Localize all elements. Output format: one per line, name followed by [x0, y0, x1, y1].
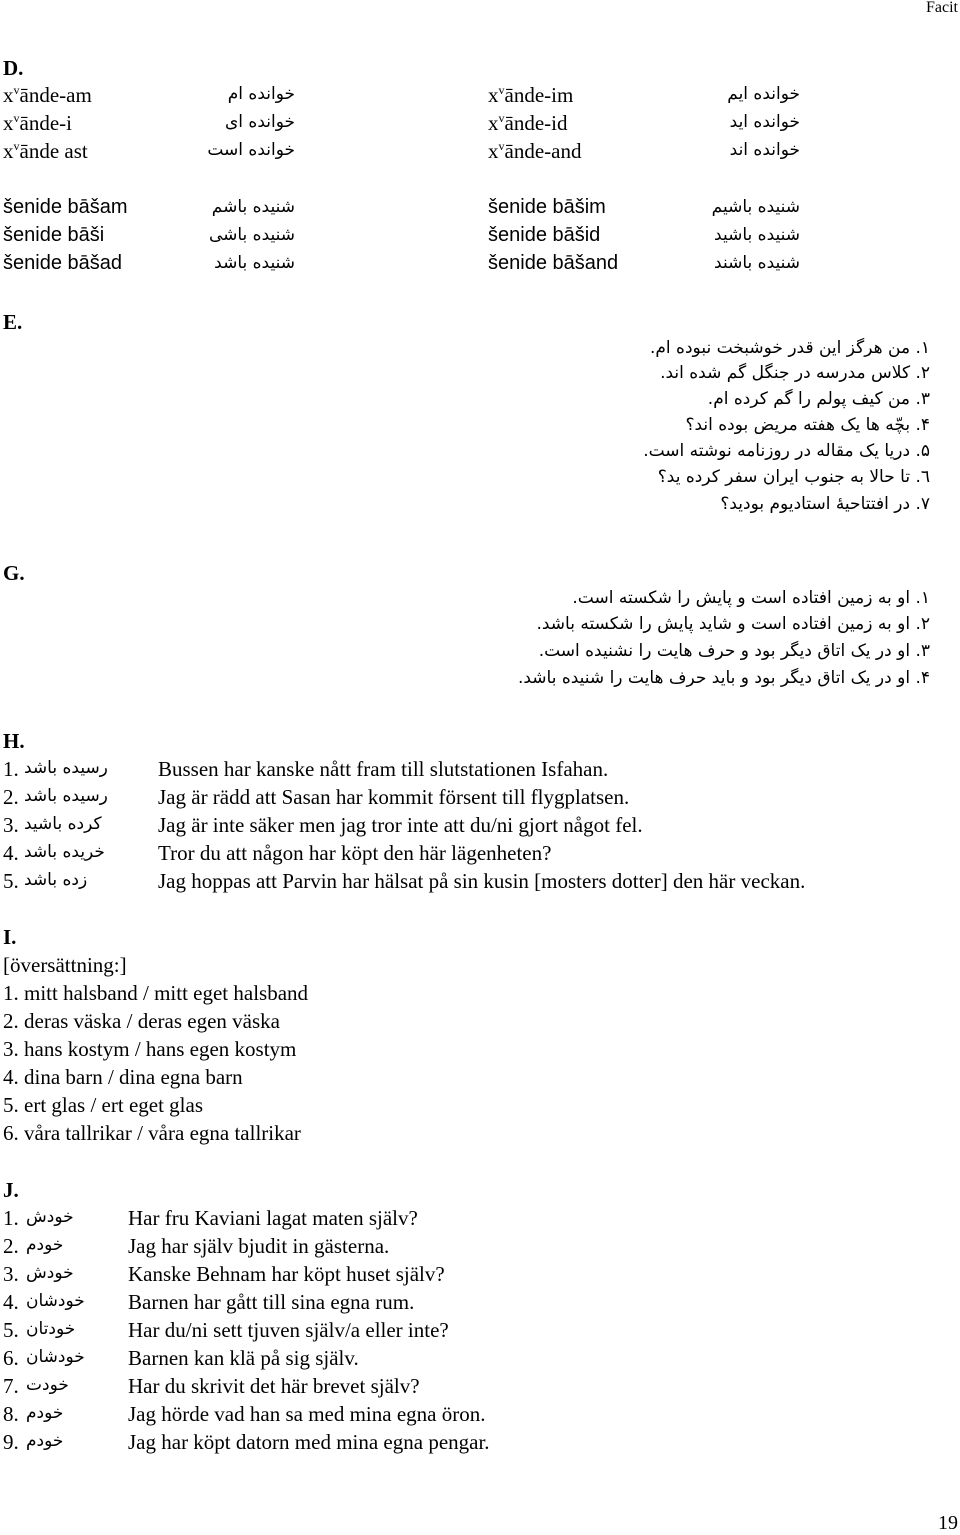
translit2-right-1: šenide bāšim [488, 196, 606, 218]
section-e-line-4: ۴. بچّه ها یک هفته مریض بوده اند؟ [685, 415, 930, 435]
translit2-left-3: šenide bāšad [3, 252, 122, 274]
translit2-left-2: šenide bāši [3, 224, 105, 246]
section-e-line-6: ٦. تا حالا به جنوب ایران سفر کرده ید؟ [657, 467, 930, 487]
section-i-line-6: 6. våra tallrikar / våra egna tallrikar [3, 1121, 301, 1145]
translit-right-2: $x^vānde-id$ [488, 111, 568, 135]
persian2-left-3: شنیده باشد [214, 253, 295, 273]
j-row-4-number: 4. [3, 1290, 19, 1314]
j-row-7-number: 7. [3, 1374, 19, 1398]
j-row-2-persian: خودم [26, 1235, 64, 1255]
j-row-8-persian: خودم [26, 1403, 64, 1423]
j-row-1-persian: خودش [26, 1207, 74, 1227]
j-row-1-number: 1. [3, 1206, 19, 1230]
section-e-line-1: ۱. من هرگز این قدر خوشبخت نبوده ام. [650, 338, 930, 358]
h-row-5-number: 5. [3, 869, 19, 893]
j-row-8-swedish: Jag hörde vad han sa med mina egna öron. [128, 1402, 486, 1426]
persian2-right-3: شنیده باشند [714, 253, 800, 273]
j-row-7-swedish: Har du skrivit det här brevet själv? [128, 1374, 420, 1398]
j-row-5-swedish: Har du/ni sett tjuven själv/a eller inte? [128, 1318, 449, 1342]
j-row-8-number: 8. [3, 1402, 19, 1426]
section-g-title: G. [3, 561, 25, 585]
persian2-left-1: شنیده باشم [211, 197, 295, 217]
persian2-right-1: شنیده باشیم [711, 197, 800, 217]
page-header: Facit [926, 0, 958, 16]
translit2-right-2: šenide bāšid [488, 224, 601, 246]
section-i-line-5: 5. ert glas / ert eget glas [3, 1093, 204, 1117]
j-row-4-swedish: Barnen har gått till sina egna rum. [128, 1290, 415, 1314]
h-row-2-number: 2. [3, 785, 19, 809]
translit-left-1: $x^vānde-am$ [3, 83, 92, 107]
section-e-line-7: ۷. در افتتاحیهٔ استادیوم بودید؟ [720, 494, 930, 514]
section-d-title: D. [3, 56, 24, 80]
persian2-right-2: شنیده باشید [714, 225, 800, 245]
persian-left-3: خوانده است [207, 140, 295, 160]
section-e-line-5: ۵. دریا یک مقاله در روزنامه نوشته است. [643, 441, 930, 461]
j-row-5-number: 5. [3, 1318, 19, 1342]
h-row-4-number: 4. [3, 841, 19, 865]
j-row-9-swedish: Jag har köpt datorn med mina egna pengar. [128, 1430, 490, 1454]
persian-left-2: خوانده ای [224, 112, 295, 132]
section-i-line-3: 3. hans kostym / hans egen kostym [3, 1037, 297, 1061]
h-row-3-number: 3. [3, 813, 19, 837]
h-row-5-swedish: Jag hoppas att Parvin har hälsat på sin kusin [mosters dotter] den här veckan. [158, 869, 806, 893]
section-g-line-3: ۳. او در یک اتاق دیگر بود و حرف هایت را نشنیده است. [538, 641, 930, 661]
j-row-6-persian: خودشان [26, 1347, 85, 1367]
j-row-7-persian: خودت [26, 1375, 69, 1395]
section-i-line-1: 1. mitt halsband / mitt eget halsband [3, 981, 309, 1005]
h-row-1-number: 1. [3, 757, 19, 781]
persian-left-1: خوانده ام [227, 84, 295, 104]
j-row-6-number: 6. [3, 1346, 19, 1370]
section-h-title: H. [3, 729, 25, 753]
page-number: 19 [938, 1512, 958, 1534]
h-row-5-persian: زده باشد [24, 870, 88, 890]
section-e-line-2: ۲. کلاس مدرسه در جنگل گم شده اند. [660, 363, 930, 383]
section-j-title: J. [3, 1178, 19, 1202]
section-i-subtitle: [översättning:] [3, 953, 127, 977]
j-row-9-number: 9. [3, 1430, 19, 1454]
persian-right-3: خوانده اند [729, 140, 800, 160]
persian-right-2: خوانده اید [729, 112, 800, 132]
h-row-4-swedish: Tror du att någon har köpt den här lägenheten? [158, 841, 552, 865]
h-row-4-persian: خریده باشد [24, 842, 105, 862]
section-e-line-3: ۳. من کیف پولم را گم کرده ام. [707, 389, 930, 409]
translit2-left-1: šenide bāšam [3, 196, 128, 218]
section-i-line-4: 4. dina barn / dina egna barn [3, 1065, 243, 1089]
section-g-line-4: ۴. او در یک اتاق دیگر بود و باید حرف هایت را شنیده باشد. [517, 668, 930, 688]
section-e-title: E. [3, 310, 23, 334]
section-i-line-2: 2. deras väska / deras egen väska [3, 1009, 280, 1033]
j-row-2-number: 2. [3, 1234, 19, 1258]
j-row-6-swedish: Barnen kan klä på sig själv. [128, 1346, 359, 1370]
persian-right-1: خوانده ایم [727, 84, 800, 104]
h-row-3-swedish: Jag är inte säker men jag tror inte att du/ni gjort något fel. [158, 813, 643, 837]
section-g-line-2: ۲. او به زمین افتاده است و شاید پایش را شکسته باشد. [536, 614, 930, 634]
h-row-3-persian: کرده باشید [24, 814, 102, 834]
translit2-right-3: šenide bāšand [488, 252, 619, 274]
j-row-3-number: 3. [3, 1262, 19, 1286]
j-row-1-swedish: Har fru Kaviani lagat maten själv? [128, 1206, 418, 1230]
h-row-1-persian: رسیده باشد [24, 758, 108, 778]
j-row-2-swedish: Jag har själv bjudit in gästerna. [128, 1234, 390, 1258]
translit-left-3: $x^vānde$ ast [3, 139, 88, 163]
translit-left-2: $x^vānde-i$ [3, 111, 72, 135]
h-row-2-persian: رسیده باشد [24, 786, 108, 806]
j-row-3-swedish: Kanske Behnam har köpt huset själv? [128, 1262, 445, 1286]
j-row-9-persian: خودم [26, 1431, 64, 1451]
persian2-left-2: شنیده باشی [208, 225, 295, 245]
j-row-4-persian: خودشان [26, 1291, 85, 1311]
j-row-5-persian: خودتان [26, 1319, 76, 1339]
h-row-1-swedish: Bussen har kanske nått fram till slutstationen Isfahan. [158, 757, 609, 781]
translit-right-3: $x^vānde$-and [488, 139, 582, 163]
h-row-2-swedish: Jag är rädd att Sasan har kommit försent till flygplatsen. [158, 785, 630, 809]
translit-right-1: $x^vānde-im$ [488, 83, 574, 107]
section-i-title: I. [3, 925, 17, 949]
section-g-line-1: ۱. او به زمین افتاده است و پایش را شکسته است. [572, 588, 930, 608]
j-row-3-persian: خودش [26, 1263, 74, 1283]
